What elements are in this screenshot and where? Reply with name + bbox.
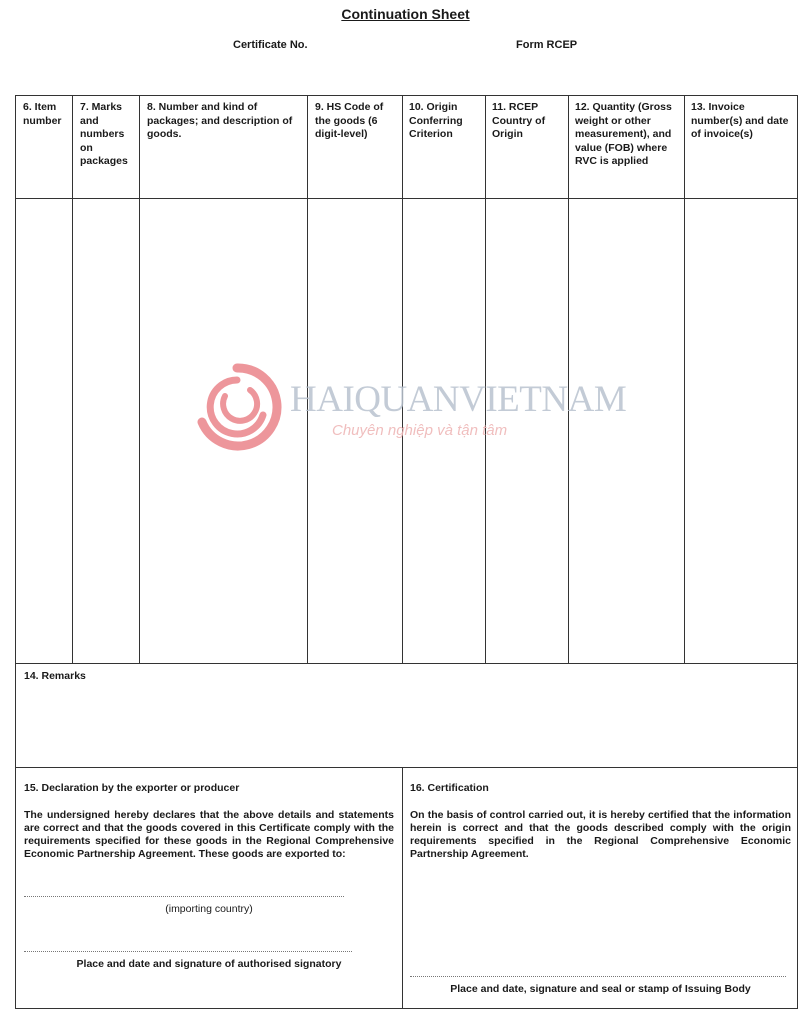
importing-country-line (24, 896, 344, 897)
declaration-title: 15. Declaration by the exporter or producer (24, 782, 240, 794)
column-header-description: 8. Number and kind of packages; and description of goods. (147, 101, 293, 140)
column-divider (568, 96, 569, 663)
column-divider (139, 96, 140, 663)
certification-title: 16. Certification (410, 782, 489, 794)
column-header-quantity: 12. Quantity (Gross weight or other measurement), and value (FOB) where RVC is applied (575, 101, 672, 167)
certification-text: On the basis of control carried out, it is hereby certified that the information herein is correct and that the goods described comply with the origin requirements specified in the Regional Comprehensive Economic Partnership Agreement. (410, 809, 791, 860)
certificate-number-label: Certificate No. (233, 39, 308, 51)
column-divider (485, 96, 486, 663)
watermark-slogan-text: Chuyên nghiệp và tận tâm (332, 422, 508, 439)
column-header-item-number: 6. Item number (23, 101, 62, 127)
header-row-divider (16, 198, 797, 199)
declaration-text: The undersigned hereby declares that the above details and statements are correct and that the goods covered in this Certificate comply with the requirements specified for these goods in the Regional Comprehensive Economic Partnership Agreement. These goods are exported to: (24, 809, 394, 860)
importing-country-caption: (importing country) (165, 903, 253, 915)
form-table (15, 95, 798, 1009)
column-header-country-of-origin: 11. RCEP Country of Origin (492, 101, 546, 140)
signatory-line (24, 951, 352, 952)
signatory-caption: Place and date and signature of authorised signatory (76, 958, 342, 970)
declaration-top-divider (16, 767, 797, 768)
column-divider (72, 96, 73, 663)
column-header-invoice: 13. Invoice number(s) and date of invoice(s) (691, 101, 789, 140)
declaration-certification-divider (402, 767, 403, 1009)
issuing-body-line (410, 976, 786, 977)
form-rcep-label: Form RCEP (516, 39, 578, 51)
column-header-marks: 7. Marks and numbers on packages (80, 101, 128, 167)
remarks-top-divider (16, 663, 797, 664)
column-divider (402, 96, 403, 663)
page-title: Continuation Sheet (341, 6, 470, 22)
remarks-label: 14. Remarks (24, 670, 86, 682)
column-header-hs-code: 9. HS Code of the goods (6 digit-level) (315, 101, 384, 140)
column-divider (307, 96, 308, 663)
column-divider (684, 96, 685, 663)
column-header-origin-criterion: 10. Origin Conferring Criterion (409, 101, 463, 140)
watermark-brand-text: HAIQUANVIETNAM (290, 379, 627, 420)
issuing-body-caption: Place and date, signature and seal or stamp of Issuing Body (450, 983, 751, 995)
